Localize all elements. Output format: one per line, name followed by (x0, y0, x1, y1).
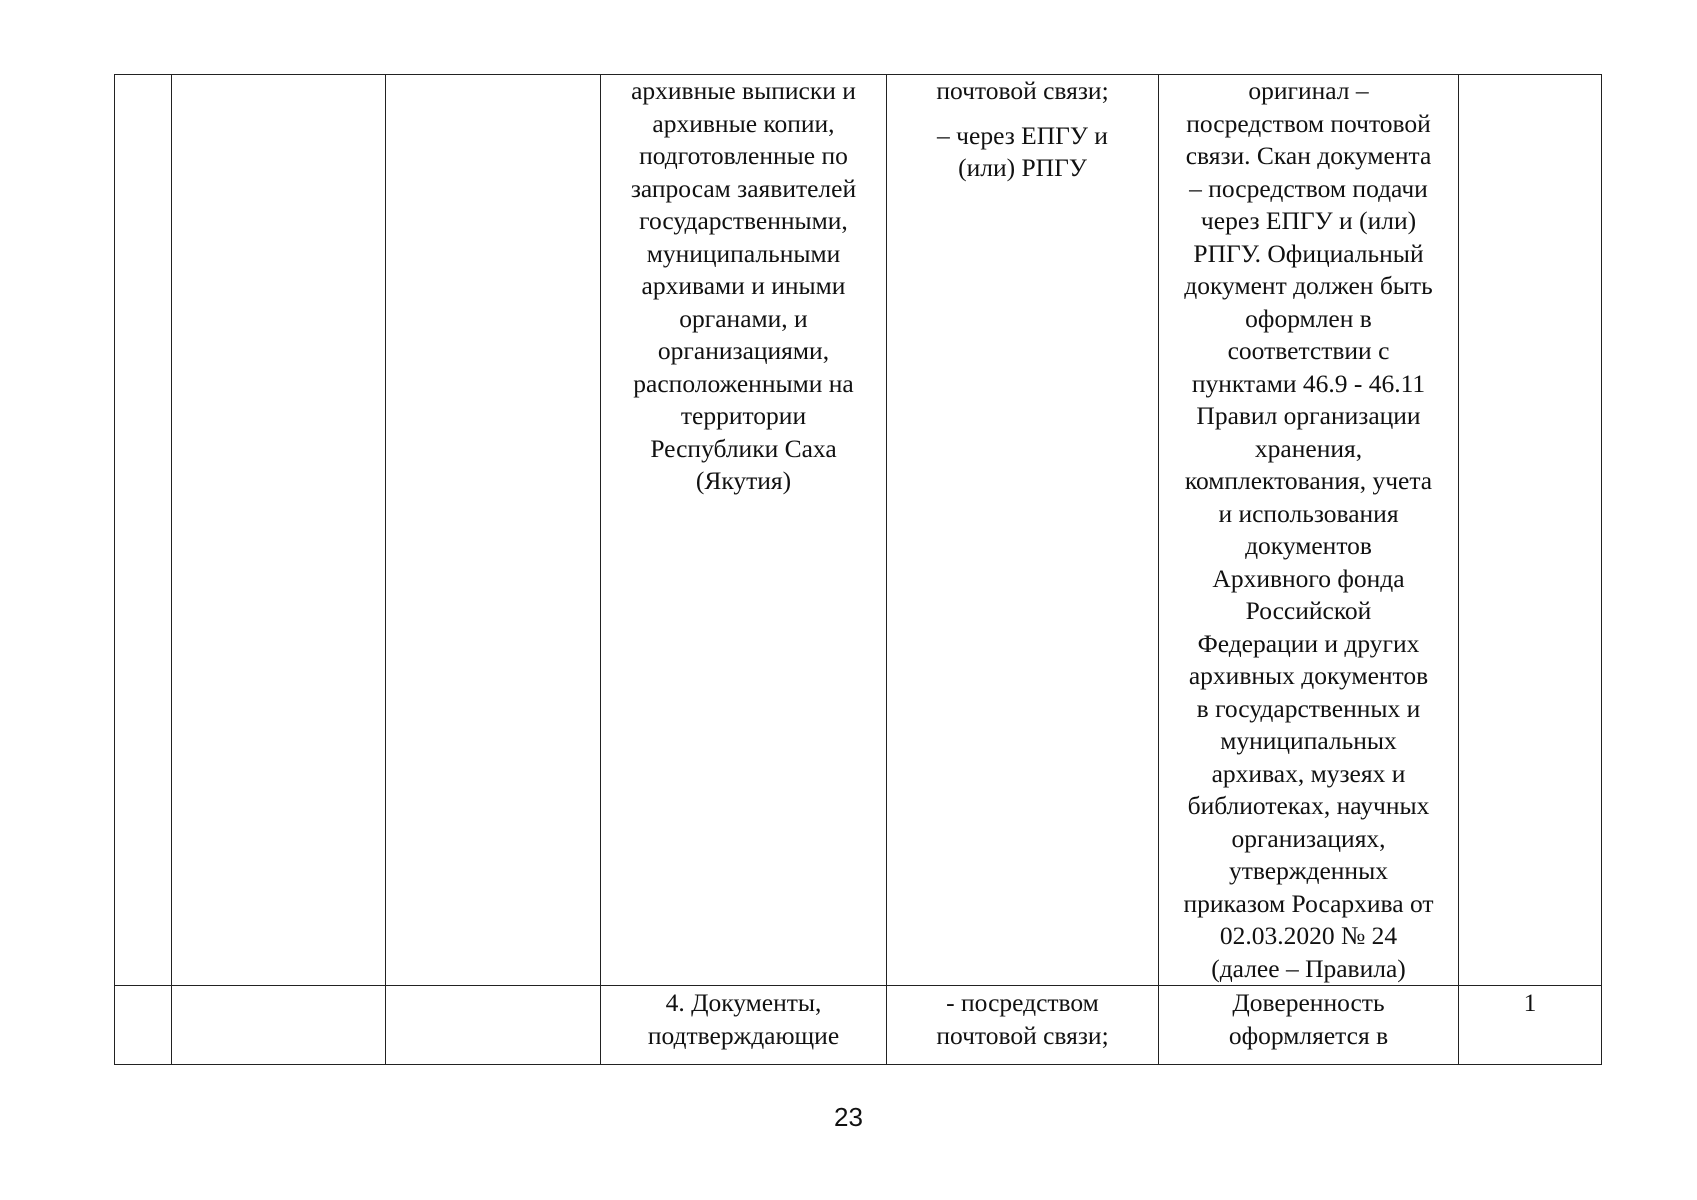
cell-text-line: пунктами 46.9 - 46.11 (1191, 368, 1426, 398)
table-cell-empty (386, 986, 601, 1065)
cell-text-line: запросам заявителей (630, 173, 857, 203)
cell-text-line: документов (1245, 531, 1372, 560)
cell-text-line: организациями, (657, 336, 830, 365)
cell-text-line: Правил организации (1196, 401, 1421, 430)
table-cell-requirements (1159, 986, 1459, 1065)
cell-text-line: связи. Скан документа (1185, 141, 1432, 170)
cell-text-line: РПГУ. Официальный (1193, 238, 1424, 268)
cell-text-line: комплектования, учета (1184, 466, 1433, 495)
cell-text-line: приказом Росархива от (1183, 888, 1434, 918)
cell-text-line: (далее – Правила) (1211, 953, 1406, 983)
cell-text-line: подтверждающие (647, 1020, 840, 1050)
cell-text-line: документ должен быть (1184, 271, 1433, 300)
cell-text-line: почтовой связи; (936, 76, 1109, 105)
cell-text-line: оформляется в (1228, 1020, 1389, 1050)
cell-text-line: оригинал – (1248, 76, 1369, 105)
table-cell-empty (172, 75, 386, 986)
cell-text-line: – посредством подачи (1189, 173, 1428, 203)
cell-text-line: 02.03.2020 № 24 (1219, 921, 1398, 950)
cell-text-line: 1 (1523, 988, 1537, 1017)
table-cell-count (1459, 986, 1602, 1065)
cell-text-line: почтовой связи; (936, 1020, 1109, 1050)
cell-text-line: государственными, (639, 206, 848, 235)
cell-text-line: библиотеках, научных (1187, 791, 1430, 820)
paragraph-gap (893, 108, 1152, 120)
cell-text-line: Федерации и других (1197, 628, 1420, 658)
table-cell-number (115, 75, 172, 986)
cell-text-line: – через ЕПГУ и (937, 120, 1108, 150)
cell-text-line: Доверенность (1232, 988, 1385, 1017)
cell-text-line: Архивного фонда (1212, 563, 1405, 593)
cell-text-line: (Якутия) (695, 466, 792, 495)
page-number: 23 (834, 1102, 863, 1132)
cell-text-line: и использования (1218, 498, 1399, 528)
cell-text-line: архивные копии, (652, 108, 835, 138)
cell-text-line: - посредством (946, 988, 1099, 1017)
cell-text-line: территории (680, 401, 807, 430)
cell-text-line: оформлен в (1245, 303, 1372, 333)
cell-text-line: Российской (1245, 596, 1372, 625)
table-cell-empty (386, 75, 601, 986)
cell-text-line: органами, и (679, 303, 808, 333)
table-cell-document-description (601, 986, 887, 1065)
cell-text-line: через ЕПГУ и (или) (1200, 206, 1417, 235)
table-cell-count (1459, 75, 1602, 986)
cell-text-line: архивных документов (1188, 661, 1429, 690)
cell-text-line: организациях, (1231, 823, 1386, 853)
cell-text-line: архивами и иными (641, 271, 846, 300)
table-cell-empty (172, 986, 386, 1065)
cell-text-line: утвержденных (1229, 856, 1388, 885)
cell-text-line: соответствии с (1227, 336, 1390, 365)
table-cell-number (115, 986, 172, 1065)
cell-text-line: расположенными на (633, 368, 854, 398)
table-cell-submission-method (887, 986, 1159, 1065)
requirements-table (114, 74, 1602, 1065)
table-cell-requirements (1159, 75, 1459, 986)
cell-text-line: Республики Саха (650, 433, 837, 463)
cell-text-line: архивные выписки и (631, 76, 856, 105)
cell-text-line: муниципальных (1220, 726, 1397, 755)
cell-text-line: посредством почтовой (1186, 108, 1431, 138)
cell-text-line: (или) РПГУ (958, 153, 1087, 182)
cell-text-line: в государственных и (1196, 693, 1421, 723)
cell-text-line: хранения, (1254, 433, 1363, 463)
cell-text-line: подготовленные по (639, 141, 848, 170)
cell-text-line: 4. Документы, (665, 988, 822, 1017)
table-cell-document-description (601, 75, 887, 986)
table-cell-submission-method (887, 75, 1159, 986)
cell-text-line: архивах, музеях и (1211, 758, 1406, 788)
cell-text-line: муниципальными (646, 238, 841, 268)
table-row (115, 75, 1602, 986)
table-row (115, 986, 1602, 1065)
